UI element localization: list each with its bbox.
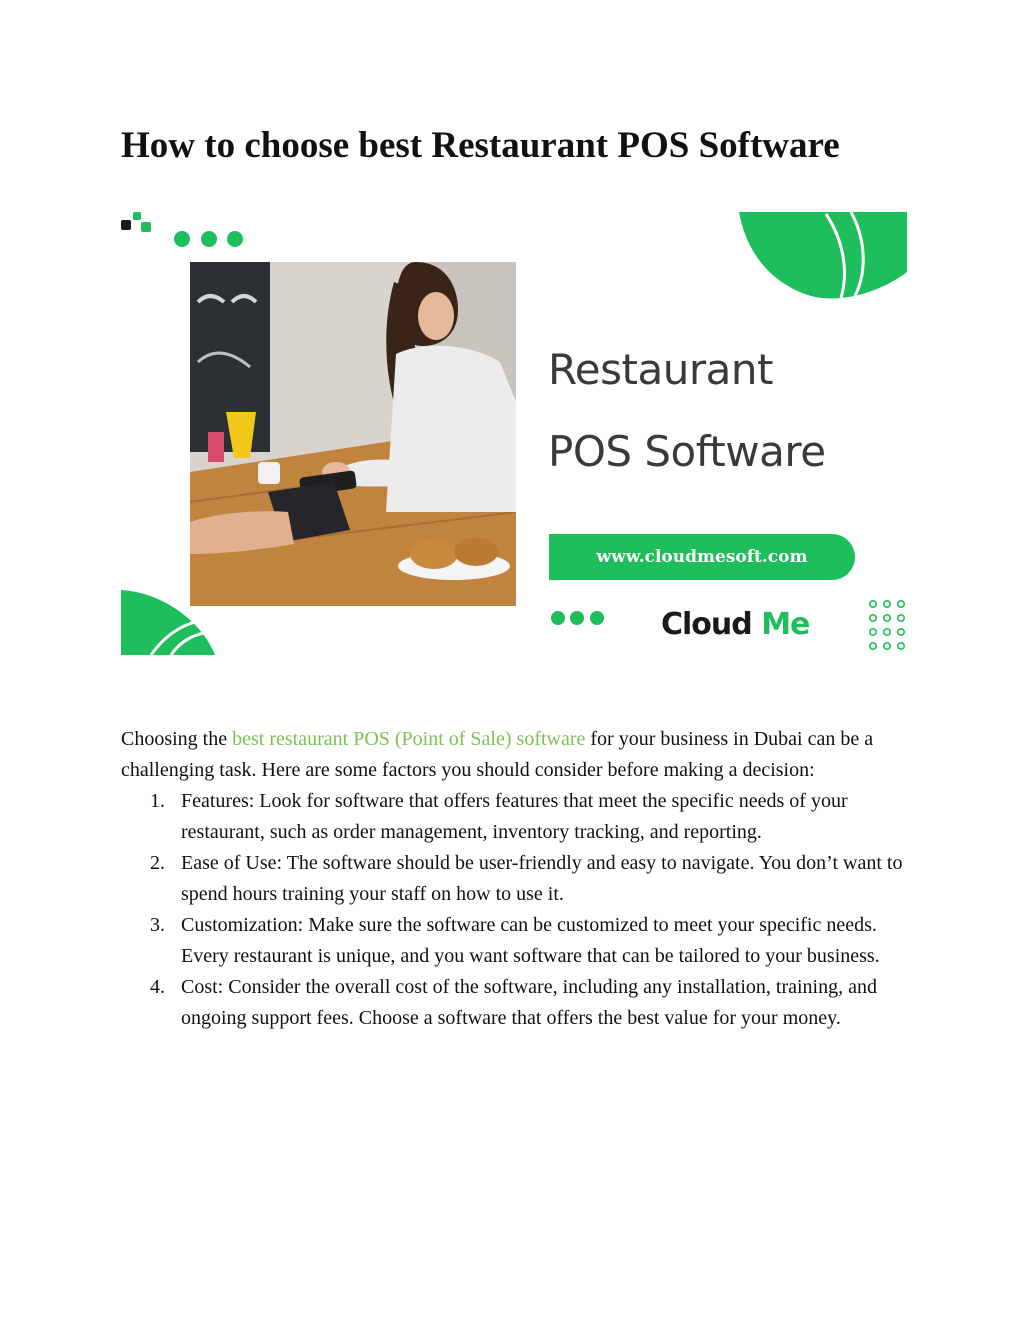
page-title: How to choose best Restaurant POS Software [121,125,840,166]
banner-headline [548,329,826,493]
logo-text-me: Me [761,607,810,642]
website-url-pill: www.cloudmesoft.com [549,534,855,580]
cloudme-logo [661,605,809,645]
list-item [121,848,911,910]
factors-list [121,786,911,1034]
list-item-text: Ease of Use: The software should be user-friendly and easy to navigate. You don’t want to spend hours training your staff on how to use it. [181,852,903,905]
intro-text-after: for your business in Dubai can be a challenging task. Here are some factors you should consider before making a decision: [121,728,874,781]
list-item-text: Customization: Make sure the software can be customized to meet your specific needs. Every restaurant is unique, and you want software that can be tailored to your business. [181,914,880,967]
intro-paragraph [121,724,911,786]
list-item [121,972,911,1034]
list-item-text: Features: Look for software that offers features that meet the specific needs of your restaurant, such as order management, inventory tracking, and reporting. [181,790,848,843]
list-item-number: 1. [150,790,165,812]
logo-text-cloud: Cloud [661,607,762,642]
top-right-leaf-shape [739,212,907,299]
list-item [121,786,911,848]
list-item-number: 2. [150,852,165,874]
list-item-text: Cost: Consider the overall cost of the software, including any installation, training, and ongoing support fees. Choose a software that offers the best value for your money. [181,976,877,1029]
cafe-payment-photo [190,262,516,606]
top-dots-icon [174,231,243,247]
headline-line-1: Restaurant [548,345,773,394]
intro-text-before: Choosing the [121,728,233,750]
article-body [121,724,911,1034]
bottom-dots-icon [551,611,604,625]
list-item-number: 4. [150,976,165,998]
headline-line-2: POS Software [548,427,826,476]
promo-banner [121,212,907,655]
list-item-number: 3. [150,914,165,936]
best-pos-software-link[interactable]: best restaurant POS (Point of Sale) software [232,728,586,750]
logo-squares-icon [121,212,151,236]
list-item [121,910,911,972]
dot-grid-icon [870,601,904,649]
